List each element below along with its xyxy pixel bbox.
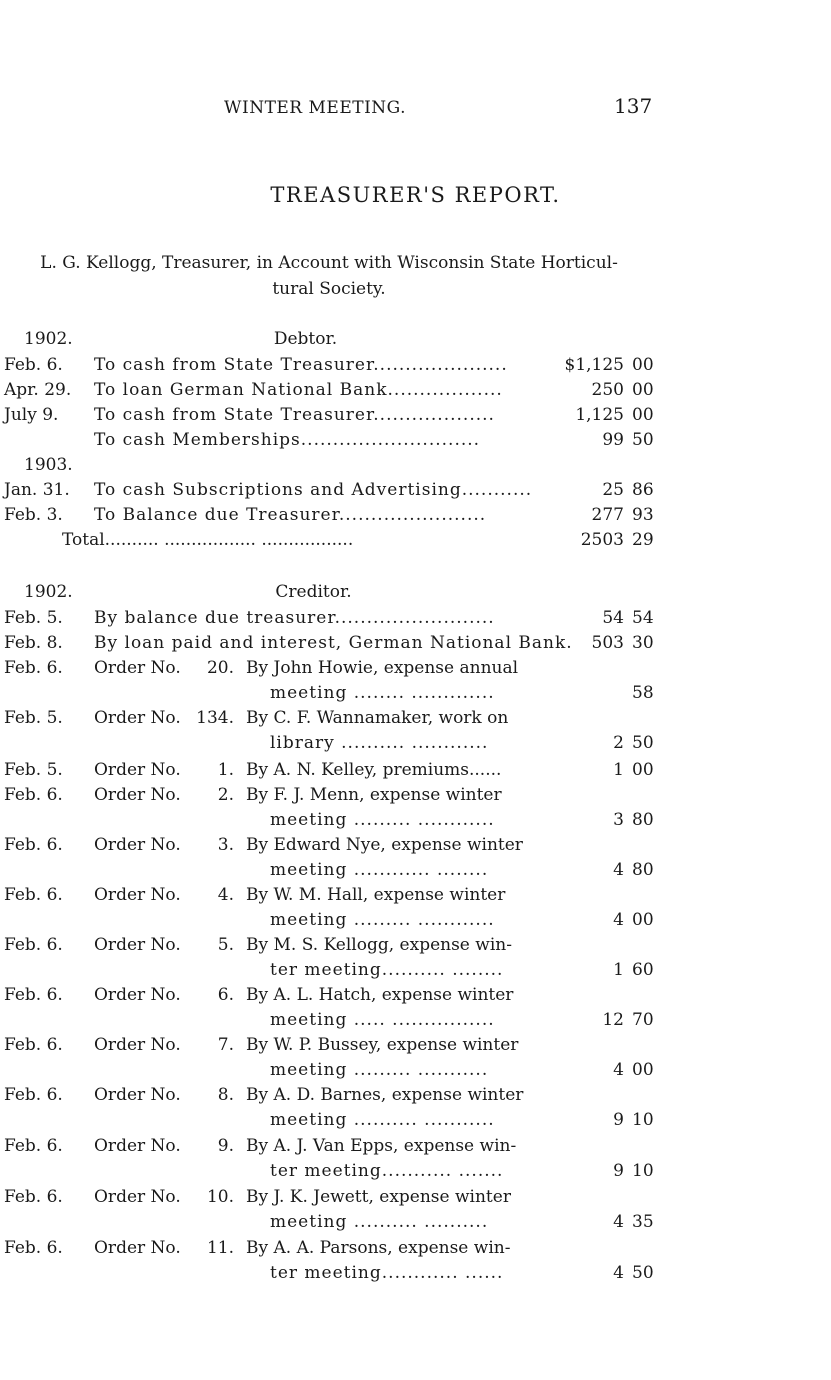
entry-cents: 10 <box>632 1161 654 1181</box>
entry-date: Feb. 8. <box>4 633 63 653</box>
entry-cents: 35 <box>632 1212 654 1232</box>
order-number: 134. <box>196 708 234 728</box>
entry-date: Feb. 6. <box>4 1035 63 1055</box>
order-label: Order No. <box>94 835 181 855</box>
account-intro <box>4 250 654 302</box>
entry-dollars: 99 <box>602 430 624 450</box>
entry-dollars: 9 <box>613 1161 624 1181</box>
entry-cents: 00 <box>632 760 654 780</box>
running-header: WINTER MEETING. <box>224 98 407 118</box>
entry-description: By loan paid and interest, German National Bank. <box>94 633 573 653</box>
entry-date: Feb. 6. <box>4 885 63 905</box>
entry-cents: 00 <box>632 405 654 425</box>
entry-dollars: $1,125 <box>564 355 624 375</box>
creditor-heading: Creditor. <box>275 582 352 602</box>
entry-description: By A. L. Hatch, expense winter <box>246 985 514 1005</box>
entry-description: By J. K. Jewett, expense winter <box>246 1187 511 1207</box>
entry-description: By John Howie, expense annual <box>246 658 519 678</box>
entry-date: Feb. 6. <box>4 1238 63 1258</box>
entry-description: By balance due treasurer......................... <box>94 608 495 628</box>
entry-dollars: 4 <box>613 860 624 880</box>
entry-cents: 00 <box>632 910 654 930</box>
order-label: Order No. <box>94 885 181 905</box>
entry-cents: 58 <box>632 683 654 703</box>
order-number: 5. <box>217 935 234 955</box>
entry-cents: 93 <box>632 505 654 525</box>
entry-dollars: 1 <box>613 760 624 780</box>
order-label: Order No. <box>94 1136 181 1156</box>
entry-dollars: 12 <box>602 1010 624 1030</box>
order-label: Order No. <box>94 760 181 780</box>
entry-description-continued: meeting ........ ............. <box>270 683 495 703</box>
order-number: 11. <box>206 1238 234 1258</box>
debtor-heading: Debtor. <box>273 329 338 349</box>
entry-description: By A. A. Parsons, expense win- <box>246 1238 511 1258</box>
entry-cents: 80 <box>632 860 654 880</box>
entry-description: To cash Memberships............................ <box>94 430 481 450</box>
entry-date: Feb. 6. <box>4 658 63 678</box>
creditor-year: 1902. <box>24 582 73 602</box>
order-label: Order No. <box>94 785 181 805</box>
entry-description: By W. P. Bussey, expense winter <box>246 1035 519 1055</box>
intro-line-2: tural Society. <box>272 279 386 299</box>
entry-date: Feb. 5. <box>4 608 63 628</box>
entry-description: By A. N. Kelley, premiums...... <box>246 760 502 780</box>
entry-description-continued: ter meeting........... ....... <box>270 1161 504 1181</box>
entry-date: Feb. 6. <box>4 835 63 855</box>
entry-description-continued: library .......... ............ <box>270 733 489 753</box>
entry-date: Feb. 6. <box>4 935 63 955</box>
debtor-total-label: Total.......... ................. ................. <box>62 530 354 550</box>
order-number: 20. <box>206 658 234 678</box>
order-number: 1. <box>217 760 234 780</box>
entry-date: Feb. 6. <box>4 1187 63 1207</box>
entry-dollars: 4 <box>613 910 624 930</box>
order-label: Order No. <box>94 708 181 728</box>
order-number: 8. <box>217 1085 234 1105</box>
entry-date: July 9. <box>4 405 59 425</box>
order-number: 9. <box>217 1136 234 1156</box>
order-label: Order No. <box>94 1035 181 1055</box>
entry-description-continued: meeting ..... ................ <box>270 1010 495 1030</box>
entry-cents: 30 <box>632 633 654 653</box>
entry-date: Feb. 5. <box>4 708 63 728</box>
entry-cents: 70 <box>632 1010 654 1030</box>
order-label: Order No. <box>94 1085 181 1105</box>
entry-cents: 86 <box>632 480 654 500</box>
entry-cents: 10 <box>632 1110 654 1130</box>
entry-dollars: 2 <box>613 733 624 753</box>
entry-dollars: 1 <box>613 960 624 980</box>
entry-cents: 60 <box>632 960 654 980</box>
entry-date: Feb. 6. <box>4 1085 63 1105</box>
entry-dollars: 3 <box>613 810 624 830</box>
entry-cents: 80 <box>632 810 654 830</box>
entry-description: To cash from State Treasurer..................... <box>94 355 508 375</box>
entry-description-continued: meeting ......... ............ <box>270 810 495 830</box>
entry-dollars: 9 <box>613 1110 624 1130</box>
entry-dollars: 54 <box>602 608 624 628</box>
entry-date: Feb. 6. <box>4 985 63 1005</box>
entry-dollars: 503 <box>591 633 624 653</box>
entry-date: Feb. 5. <box>4 760 63 780</box>
entry-description-continued: ter meeting.......... ........ <box>270 960 504 980</box>
page-number: 137 <box>614 94 653 118</box>
intro-line-1: L. G. Kellogg, Treasurer, in Account with Wisconsin State Horticul- <box>40 253 618 273</box>
entry-dollars: 277 <box>591 505 624 525</box>
entry-description: By F. J. Menn, expense winter <box>246 785 502 805</box>
entry-description: By W. M. Hall, expense winter <box>246 885 506 905</box>
entry-cents: 50 <box>632 1263 654 1283</box>
entry-description: To Balance due Treasurer....................... <box>94 505 487 525</box>
entry-dollars: 4 <box>613 1060 624 1080</box>
entry-cents: 00 <box>632 355 654 375</box>
entry-cents: 00 <box>632 380 654 400</box>
entry-dollars: 250 <box>591 380 624 400</box>
entry-description: To cash from State Treasurer................... <box>94 405 495 425</box>
entry-cents: 54 <box>632 608 654 628</box>
entry-description-continued: meeting ............ ........ <box>270 860 489 880</box>
entry-description-continued: ter meeting............ ...... <box>270 1263 504 1283</box>
order-number: 3. <box>217 835 234 855</box>
entry-dollars: 4 <box>613 1263 624 1283</box>
order-label: Order No. <box>94 658 181 678</box>
entry-date: Apr. 29. <box>4 380 72 400</box>
entry-dollars: 1,125 <box>575 405 624 425</box>
entry-description: By A. J. Van Epps, expense win- <box>246 1136 517 1156</box>
entry-description-continued: meeting ......... ........... <box>270 1060 489 1080</box>
entry-cents: 50 <box>632 733 654 753</box>
entry-description: By M. S. Kellogg, expense win- <box>246 935 512 955</box>
order-number: 7. <box>217 1035 234 1055</box>
entry-description-continued: meeting .......... .......... <box>270 1212 489 1232</box>
order-label: Order No. <box>94 1238 181 1258</box>
entry-date: Feb. 6. <box>4 355 63 375</box>
entry-description: To cash Subscriptions and Advertising........... <box>94 480 533 500</box>
order-number: 2. <box>217 785 234 805</box>
order-label: Order No. <box>94 985 181 1005</box>
entry-description: To loan German National Bank.................. <box>94 380 503 400</box>
entry-description: By A. D. Barnes, expense winter <box>246 1085 524 1105</box>
order-label: Order No. <box>94 1187 181 1207</box>
debtor-total-cents: 29 <box>632 530 654 550</box>
order-number: 10. <box>206 1187 234 1207</box>
debtor-total-dollars: 2503 <box>580 530 624 550</box>
entry-cents: 50 <box>632 430 654 450</box>
report-title: TREASURER'S REPORT. <box>270 183 561 207</box>
order-number: 4. <box>217 885 234 905</box>
entry-dollars: 25 <box>602 480 624 500</box>
order-label: Order No. <box>94 935 181 955</box>
entry-date: Feb. 3. <box>4 505 63 525</box>
entry-date: Feb. 6. <box>4 785 63 805</box>
order-number: 6. <box>217 985 234 1005</box>
debtor-year: 1902. <box>24 329 73 349</box>
entry-dollars: 4 <box>613 1212 624 1232</box>
entry-date: Feb. 6. <box>4 1136 63 1156</box>
entry-cents: 00 <box>632 1060 654 1080</box>
debtor-year-2: 1903. <box>24 455 73 475</box>
entry-date: Jan. 31. <box>4 480 70 500</box>
entry-description: By C. F. Wannamaker, work on <box>246 708 509 728</box>
entry-description-continued: meeting ......... ............ <box>270 910 495 930</box>
entry-description: By Edward Nye, expense winter <box>246 835 523 855</box>
entry-description-continued: meeting .......... ........... <box>270 1110 495 1130</box>
